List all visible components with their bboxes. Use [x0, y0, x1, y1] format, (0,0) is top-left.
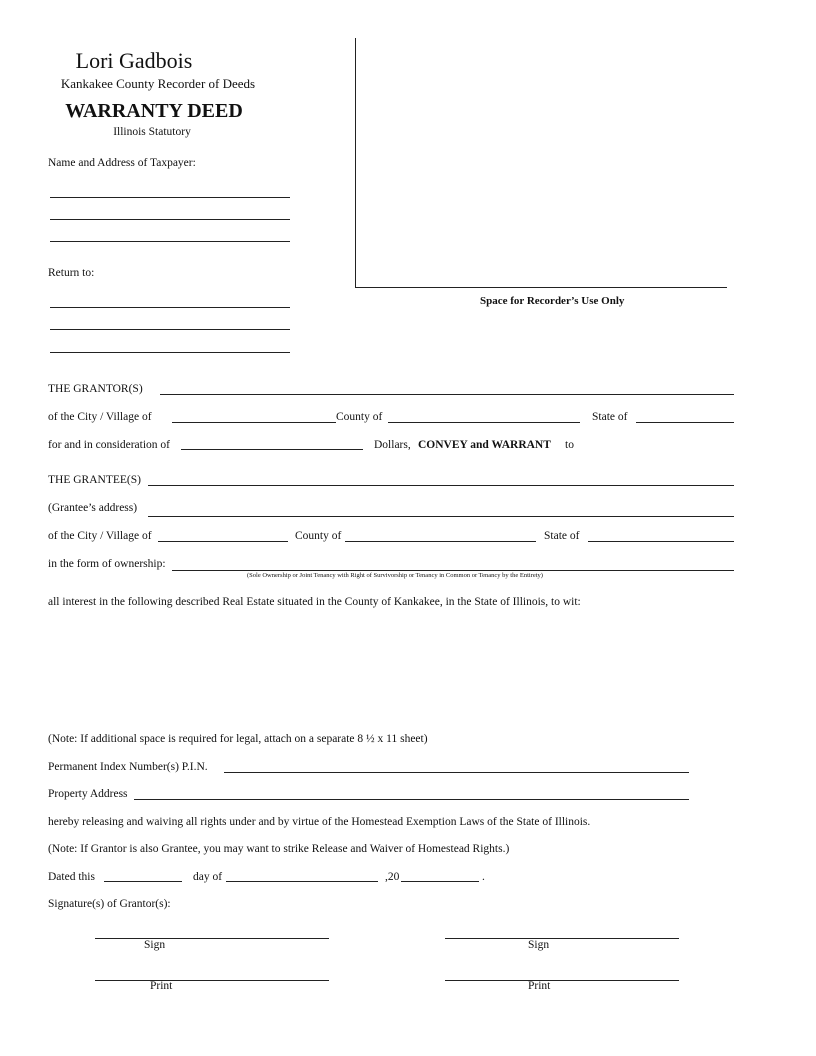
return-line-3[interactable] [50, 352, 290, 353]
ownership-field[interactable] [172, 570, 734, 571]
property-address-label: Property Address [48, 788, 128, 800]
year-field[interactable] [401, 881, 479, 882]
recorder-space-label: Space for Recorder’s Use Only [480, 295, 625, 307]
print-line-2[interactable] [445, 980, 679, 981]
recorder-name: Lori Gadbois [75, 48, 193, 73]
grantee-county-field[interactable] [345, 541, 536, 542]
return-to-label: Return to: [48, 267, 95, 279]
grantee-city-label: of the City / Village of [48, 530, 152, 542]
ownership-label: in the form of ownership: [48, 558, 166, 570]
print-label-1: Print [150, 980, 173, 992]
taxpayer-label: Name and Address of Taxpayer: [48, 157, 196, 169]
pin-field[interactable] [224, 772, 689, 773]
recorder-office: Kankakee County Recorder of Deeds [60, 76, 256, 91]
document-subtitle: Illinois Statutory [113, 126, 191, 138]
grantor-field[interactable] [160, 394, 734, 395]
document-title: WARRANTY DEED [65, 100, 243, 122]
grantee-address-label: (Grantee’s address) [48, 502, 138, 514]
grantee-label: THE GRANTEE(S) [48, 474, 141, 486]
return-line-1[interactable] [50, 307, 290, 308]
taxpayer-line-2[interactable] [50, 219, 290, 220]
taxpayer-line-3[interactable] [50, 241, 290, 242]
grantor-city-field[interactable] [172, 422, 336, 423]
grantor-state-label: State of [592, 411, 628, 423]
grantee-field[interactable] [148, 485, 734, 486]
property-address-field[interactable] [134, 799, 689, 800]
day-of-label: day of [193, 871, 223, 883]
grantor-state-field[interactable] [636, 422, 734, 423]
grantee-city-field[interactable] [158, 541, 288, 542]
signature-line-1[interactable] [95, 938, 329, 939]
year-prefix: ,20 [385, 871, 400, 883]
return-line-2[interactable] [50, 329, 290, 330]
grantor-county-field[interactable] [388, 422, 580, 423]
consideration-amount-field[interactable] [181, 449, 363, 450]
consideration-label: for and in consideration of [48, 439, 170, 451]
homestead-statement: hereby releasing and waiving all rights under and by virtue of the Homestead Exemption Laws of the State of Illinois. [48, 816, 591, 828]
to-label: to [565, 439, 574, 451]
taxpayer-line-1[interactable] [50, 197, 290, 198]
signature-line-2[interactable] [445, 938, 679, 939]
legal-note: (Note: If additional space is required for legal, attach on a separate 8 ½ x 11 sheet) [48, 733, 428, 745]
sign-label-1: Sign [144, 939, 166, 951]
dated-this-label: Dated this [48, 871, 95, 883]
sign-label-2: Sign [528, 939, 550, 951]
dollars-label: Dollars, [374, 439, 411, 451]
date-period: . [482, 871, 485, 883]
legal-description-intro: all interest in the following described Real Estate situated in the County of Kankakee, in the State of Illinois, to wit: [48, 596, 581, 608]
grantee-address-field[interactable] [148, 516, 734, 517]
day-field[interactable] [104, 881, 182, 882]
grantor-city-label: of the City / Village of [48, 411, 152, 423]
print-label-2: Print [528, 980, 551, 992]
grantor-county-label: County of [336, 411, 383, 423]
grantor-label: THE GRANTOR(S) [48, 383, 143, 395]
grantee-county-label: County of [295, 530, 342, 542]
recorder-box-bottom-border [355, 287, 727, 288]
signatures-label: Signature(s) of Grantor(s): [48, 898, 171, 910]
month-field[interactable] [226, 881, 378, 882]
print-line-1[interactable] [95, 980, 329, 981]
grantor-grantee-note: (Note: If Grantor is also Grantee, you may want to strike Release and Waiver of Homestead Rights.) [48, 843, 510, 855]
ownership-hint: (Sole Ownership or Joint Tenancy with Right of Survivorship or Tenancy in Common or Tenancy by the Entirety) [247, 572, 543, 579]
grantee-state-label: State of [544, 530, 580, 542]
convey-warrant-label: CONVEY and WARRANT [418, 439, 551, 451]
grantee-state-field[interactable] [588, 541, 734, 542]
recorder-box-left-border [355, 38, 356, 288]
pin-label: Permanent Index Number(s) P.I.N. [48, 761, 208, 773]
